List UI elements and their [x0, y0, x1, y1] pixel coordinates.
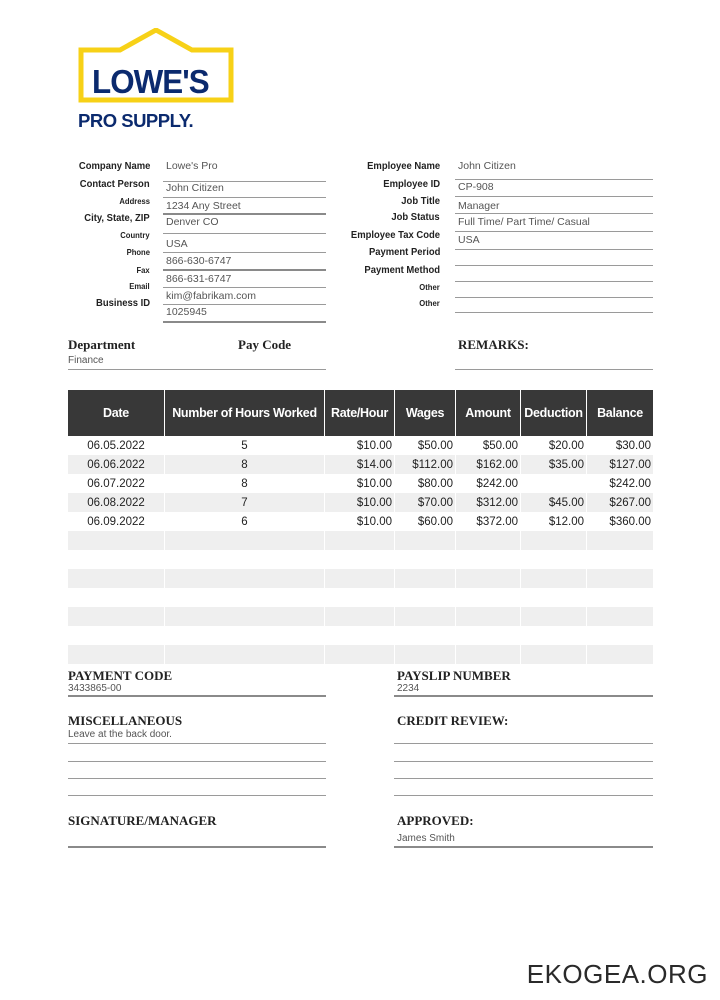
- table-cell: [165, 645, 325, 664]
- table-cell: [587, 569, 653, 588]
- header-amount: Amount: [456, 390, 521, 436]
- label-contact-person: Contact Person: [80, 178, 150, 190]
- table-cell: [521, 588, 587, 607]
- miscellaneous-value: Leave at the back door.: [68, 729, 172, 740]
- country-line: [163, 252, 326, 253]
- table-cell: [165, 607, 325, 626]
- other-2-line: [455, 312, 653, 313]
- table-cell: 8: [165, 474, 325, 493]
- table-cell: 8: [165, 455, 325, 474]
- company-name-value: Lowe's Pro: [166, 160, 218, 172]
- table-cell: $50.00: [395, 436, 456, 455]
- signature-label: SIGNATURE/MANAGER: [68, 813, 217, 828]
- payslip-number-value: 2234: [397, 683, 420, 694]
- misc-line-4: [68, 795, 326, 796]
- remarks-label: REMARKS:: [458, 337, 529, 352]
- table-row-empty: [68, 626, 653, 645]
- table-cell: [587, 626, 653, 645]
- misc-line-2: [68, 761, 326, 762]
- label-job-status: Job Status: [391, 211, 440, 223]
- header-balance: Balance: [597, 406, 643, 420]
- employee-name-line: [455, 179, 653, 180]
- table-cell: [325, 531, 395, 550]
- miscellaneous-label: MISCELLANEOUS: [68, 713, 183, 728]
- table-cell: [325, 626, 395, 645]
- table-cell: [68, 607, 165, 626]
- table-cell: [68, 569, 165, 588]
- country-value: USA: [166, 238, 188, 250]
- contact-person-value: John Citizen: [166, 182, 224, 194]
- table-cell: $162.00: [456, 455, 521, 474]
- label-city-state-zip: City, State, ZIP: [84, 212, 150, 224]
- table-cell: [456, 588, 521, 607]
- payment-code-label: PAYMENT CODE: [68, 668, 173, 683]
- table-cell: $267.00: [609, 496, 651, 509]
- business-id-value: 1025945: [166, 306, 207, 318]
- table-cell: $70.00: [395, 493, 456, 512]
- phone-value: 866-630-6747: [166, 255, 232, 267]
- job-title-value: Manager: [458, 200, 500, 212]
- table-cell: [68, 645, 165, 664]
- header-hours-worked: Number of Hours Worked: [165, 390, 325, 436]
- table-cell: [456, 645, 521, 664]
- other-1-line: [455, 297, 653, 298]
- table-cell: $10.00: [325, 493, 395, 512]
- remarks-line: [455, 369, 653, 370]
- label-payment-period: Payment Period: [368, 246, 440, 258]
- table-cell: $10.00: [325, 436, 395, 455]
- table-cell: [165, 569, 325, 588]
- table-row-empty: [68, 550, 653, 569]
- table-cell: $80.00: [395, 474, 456, 493]
- header-rate-hour: Rate/Hour: [325, 390, 395, 436]
- table-cell: [165, 626, 325, 645]
- label-employee-name: Employee Name: [366, 160, 440, 172]
- department-value: Finance: [68, 355, 104, 366]
- table-cell: [456, 607, 521, 626]
- payment-method-line: [455, 281, 653, 282]
- table-cell: [521, 474, 587, 493]
- label-business-id: Business ID: [95, 297, 150, 309]
- table-cell: [521, 531, 587, 550]
- header-date: Date: [68, 390, 165, 436]
- payment-code-value: 3433865-00: [68, 683, 122, 694]
- table-cell: [456, 531, 521, 550]
- table-cell: [68, 550, 165, 569]
- table-cell: $10.00: [325, 474, 395, 493]
- payment-code-line: [68, 695, 326, 697]
- table-row: [68, 474, 653, 493]
- table-cell: $35.00: [521, 455, 587, 474]
- table-cell: $127.00: [609, 458, 651, 471]
- contact-person-line: [163, 197, 326, 198]
- approved-value: James Smith: [397, 833, 455, 844]
- label-other-1: Other: [419, 282, 440, 292]
- table-cell: [325, 588, 395, 607]
- table-cell: [456, 569, 521, 588]
- table-cell: 06.09.2022: [68, 512, 165, 531]
- table-row-empty: [68, 569, 653, 588]
- label-job-title: Job Title: [401, 195, 440, 207]
- table-body: [68, 436, 653, 664]
- header-deduction: Deduction: [521, 390, 587, 436]
- payslip-number-label: PAYSLIP NUMBER: [397, 668, 511, 683]
- address-value: 1234 Any Street: [166, 200, 241, 212]
- table-cell: [521, 645, 587, 664]
- table-header: [68, 390, 653, 436]
- table-cell: [587, 645, 653, 664]
- credit-review-label: CREDIT REVIEW:: [397, 713, 509, 728]
- table-cell: [395, 550, 456, 569]
- table-cell: [68, 626, 165, 645]
- table-cell: $12.00: [521, 512, 587, 531]
- table-cell: [68, 531, 165, 550]
- credit-line-1: [394, 743, 653, 744]
- logo-brand-text: LOWE'S: [92, 63, 209, 100]
- label-payment-method: Payment Method: [364, 264, 440, 276]
- credit-line-4: [394, 795, 653, 796]
- table-cell: $60.00: [395, 512, 456, 531]
- label-employee-id: Employee ID: [383, 178, 440, 190]
- table-row: [68, 436, 653, 455]
- department-label: Department: [68, 337, 136, 352]
- employee-id-value: CP-908: [458, 181, 494, 193]
- wages-table: [68, 390, 653, 664]
- job-status-line: [455, 231, 653, 232]
- table-cell: [325, 569, 395, 588]
- table-cell: [521, 607, 587, 626]
- table-cell: 7: [165, 493, 325, 512]
- table-cell: $14.00: [325, 455, 395, 474]
- table-cell: [587, 531, 653, 550]
- table-cell: [395, 645, 456, 664]
- lowes-pro-supply-logo: [76, 28, 236, 133]
- city-value: Denver CO: [166, 216, 219, 228]
- logo-sub-text: PRO SUPPLY.: [78, 110, 194, 131]
- employee-id-line: [455, 196, 653, 197]
- email-line: [163, 304, 326, 305]
- table-cell: [456, 550, 521, 569]
- label-employee-tax-code: Employee Tax Code: [350, 229, 440, 241]
- table-cell: 6: [165, 512, 325, 531]
- employee-name-value: John Citizen: [458, 160, 516, 172]
- table-cell: [587, 607, 653, 626]
- payslip-number-line: [394, 695, 653, 697]
- header-wages: Wages: [395, 390, 456, 436]
- table-cell: [395, 607, 456, 626]
- table-cell: [68, 588, 165, 607]
- table-cell: [325, 550, 395, 569]
- label-fax: Fax: [136, 265, 150, 275]
- table-row-empty: [68, 531, 653, 550]
- email-value: kim@fabrikam.com: [166, 290, 257, 302]
- table-cell: 5: [165, 436, 325, 455]
- table-cell: [325, 607, 395, 626]
- table-cell: $360.00: [609, 515, 651, 528]
- table-cell: $312.00: [456, 493, 521, 512]
- credit-line-3: [394, 778, 653, 779]
- city-line: [163, 233, 326, 234]
- tax-code-value: USA: [458, 234, 480, 246]
- table-cell: $372.00: [456, 512, 521, 531]
- table-cell: 06.06.2022: [68, 455, 165, 474]
- table-cell: [456, 626, 521, 645]
- table-cell: [521, 626, 587, 645]
- business-id-line: [163, 321, 326, 323]
- table-cell: $242.00: [609, 477, 651, 490]
- table-row-empty: [68, 607, 653, 626]
- table-cell: [395, 569, 456, 588]
- table-cell: $45.00: [521, 493, 587, 512]
- table-cell: $112.00: [395, 455, 456, 474]
- job-title-line: [455, 213, 653, 214]
- misc-line-3: [68, 778, 326, 779]
- label-address: Address: [119, 196, 150, 206]
- address-line: [163, 213, 326, 215]
- tax-code-line: [455, 249, 653, 250]
- fax-line: [163, 287, 326, 288]
- label-company-name: Company Name: [78, 160, 150, 172]
- signature-line: [68, 846, 326, 848]
- watermark: EKOGEA.ORG: [526, 959, 708, 989]
- job-status-value: Full Time/ Part Time/ Casual: [458, 216, 590, 228]
- table-cell: [165, 531, 325, 550]
- fax-value: 866-631-6747: [166, 273, 232, 285]
- label-email: Email: [129, 281, 150, 291]
- table-cell: $50.00: [456, 436, 521, 455]
- table-cell: [165, 550, 325, 569]
- label-phone: Phone: [126, 247, 150, 257]
- table-cell: [395, 531, 456, 550]
- credit-line-2: [394, 761, 653, 762]
- table-row-empty: [68, 645, 653, 664]
- table-cell: 06.05.2022: [68, 436, 165, 455]
- phone-line: [163, 269, 326, 271]
- table-cell: 06.08.2022: [68, 493, 165, 512]
- table-cell: [395, 588, 456, 607]
- table-cell: [587, 550, 653, 569]
- pay-code-label: Pay Code: [238, 337, 292, 352]
- table-cell: [395, 626, 456, 645]
- label-country: Country: [120, 230, 150, 240]
- department-line: [68, 369, 326, 370]
- table-cell: [587, 588, 653, 607]
- table-cell: $242.00: [456, 474, 521, 493]
- table-cell: 06.07.2022: [68, 474, 165, 493]
- table-row: [68, 512, 653, 531]
- table-cell: [325, 645, 395, 664]
- label-other-2: Other: [419, 298, 440, 308]
- table-row: [68, 493, 653, 512]
- approved-line: [394, 846, 653, 848]
- approved-label: APPROVED:: [397, 813, 474, 828]
- misc-line-1: [68, 743, 326, 744]
- table-cell: $10.00: [325, 512, 395, 531]
- payment-period-line: [455, 265, 653, 266]
- table-row-empty: [68, 588, 653, 607]
- table-row: [68, 455, 653, 474]
- table-cell: $20.00: [521, 436, 587, 455]
- table-cell: $30.00: [615, 439, 651, 452]
- table-cell: [521, 550, 587, 569]
- table-cell: [521, 569, 587, 588]
- table-cell: [165, 588, 325, 607]
